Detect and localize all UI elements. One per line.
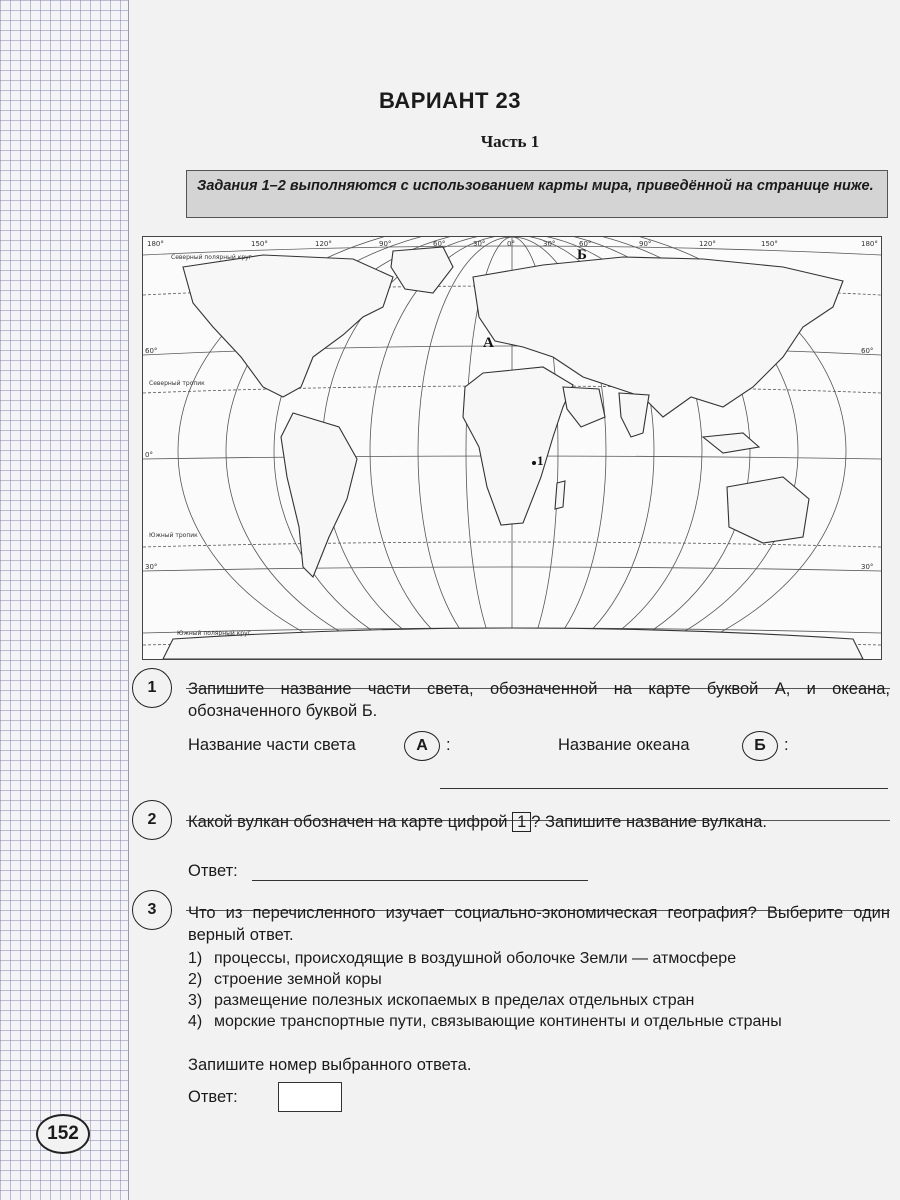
lon-label: 180°: [147, 240, 164, 248]
map-letter-b: Б: [577, 247, 587, 263]
lat-label: 60°: [861, 347, 874, 355]
lon-label: 60°: [433, 240, 446, 248]
field-b-colon: :: [784, 736, 789, 754]
tropic-south-label: Южный тропик: [149, 532, 198, 539]
field-b-letter: Б: [742, 731, 778, 761]
field-a-colon: :: [446, 736, 451, 754]
lon-label: 180°: [861, 240, 878, 248]
lat-label: 60°: [145, 347, 158, 355]
task-2-text-after: ? Запишите название вулкана.: [531, 813, 768, 831]
arctic-circle-label: Северный полярный круг: [171, 254, 252, 261]
answer-line-2[interactable]: [252, 880, 588, 881]
option-3: 3) размещение полезных ископаемых в пределах отдельных стран: [188, 992, 695, 1009]
lon-label: 120°: [699, 240, 716, 248]
answer-line-1[interactable]: [440, 788, 888, 789]
task-3-answer-label: Ответ:: [188, 1088, 238, 1106]
lon-label: 150°: [251, 240, 268, 248]
instruction-box: Задания 1–2 выполняются с использованием карты мира, приведённой на странице ниже.: [186, 170, 888, 218]
lon-label: 60°: [579, 240, 592, 248]
task-1-text: Запишите название части света, обозначенной на карте буквой А, и океана, обозначенного буквой Б.: [188, 680, 890, 720]
map-continents: [163, 247, 863, 659]
lon-label: 90°: [639, 240, 652, 248]
lon-label: 30°: [473, 240, 486, 248]
tropic-north-label: Северный тропик: [149, 380, 205, 387]
task-2-number-box: 1: [512, 812, 531, 832]
part-title: Часть 1: [480, 132, 540, 151]
lat-label: 30°: [145, 563, 158, 571]
field-a-letter: А: [404, 731, 440, 761]
field-b-label: Название океана: [558, 736, 690, 754]
task-2-text-before: Какой вулкан обозначен на карте цифрой: [188, 813, 508, 831]
task-3-text: Что из перечисленного изучает социально-экономическая география? Выберите один верный ответ.: [188, 904, 890, 944]
lon-label: 150°: [761, 240, 778, 248]
task-3-answer-box[interactable]: [278, 1082, 342, 1112]
lon-label: 90°: [379, 240, 392, 248]
world-map: [142, 236, 882, 660]
map-volcano-number: 1: [537, 453, 544, 468]
option-2: 2) строение земной коры: [188, 971, 382, 988]
lon-label: 30°: [543, 240, 556, 248]
page-number: 152: [36, 1114, 90, 1154]
task-2-answer-label: Ответ:: [188, 862, 238, 880]
lon-label: 0°: [507, 240, 515, 248]
task-3-options: [188, 948, 890, 1032]
antarctic-circle-label: Южный полярный круг: [177, 630, 251, 637]
graph-paper-margin: [0, 0, 129, 1200]
lat-label: 30°: [861, 563, 874, 571]
task-number-1: 1: [132, 668, 172, 708]
option-1: 1) процессы, происходящие в воздушной оболочке Земли — атмосфере: [188, 950, 737, 967]
task-number-3: 3: [132, 890, 172, 930]
task-3-instruction: Запишите номер выбранного ответа.: [188, 1056, 472, 1074]
task-number-2: 2: [132, 800, 172, 840]
lon-label: 120°: [315, 240, 332, 248]
option-4: 4) морские транспортные пути, связывающие континенты и отдельные страны: [188, 1013, 782, 1030]
volcano-marker: [532, 461, 536, 465]
lat-label: 0°: [145, 451, 153, 459]
task-2-text: [188, 811, 890, 833]
map-letter-a: А: [483, 335, 494, 351]
field-a-label: Название части света: [188, 736, 356, 754]
variant-title: ВАРИАНТ 23: [379, 88, 521, 113]
